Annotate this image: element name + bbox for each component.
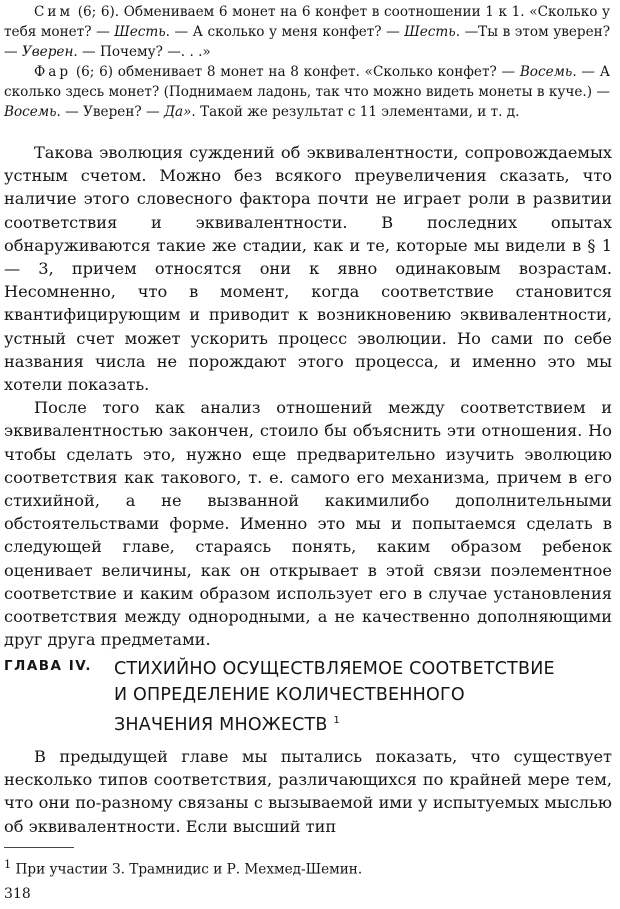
footnote-reference: 1: [333, 715, 340, 726]
chapter-title-line: СТИХИЙНО ОСУЩЕСТВЛЯЕМОЕ СООТВЕТСТВИЕ: [114, 659, 555, 679]
chapter-title-line: [114, 708, 555, 738]
page-number: 318: [4, 886, 31, 902]
footnote-mark: 1: [4, 857, 12, 871]
body-paragraph-2: После того как анализ отношений между соответствием и эквивалентностью закончен, стоило бы объяснить эти отношения. Но чтобы сделать это, нужно еще предварительно изучить эволюцию соответствия как такового, т. е. самого его механизма, причем в его стихийной, а не вызванной какимилибо дополнительными обстоятельствами форме. Именно это мы и попытаемся сделать в следующей главе, стараясь понять, каким образом ребенок оценивает величины, как он открывает в этой связи поэлементное соответствие и каким образом использует его в случае установления соответствия между однородными, а не качественно дополняющими друг друга предметами.: [4, 398, 612, 650]
subject-name-far: Фар: [34, 64, 72, 80]
footnote: [4, 855, 362, 879]
interview-protocol: [4, 2, 610, 122]
footnote-text: При участии З. Трамнидис и Р. Мехмед-Шемин.: [15, 861, 363, 878]
protocol-text: (6; 6). Обмениваем 6 монет на 6 конфет в соотношении 1 к 1. «Сколько у тебя монет? —: [4, 4, 611, 40]
answer-italic: Уверен: [21, 44, 74, 60]
body-paragraph-1: Такова эволюция суждений об эквивалентности, сопровождаемых устным счетом. Можно без всякого преувеличения сказать, что наличие этого словесного фактора почти не играет роли в развитии соответствия и эквивалентности. В последних опытах обнаруживаются такие же стадии, как и те, которые мы видели в § 1 — 3, причем относятся они к явно одинаковым возрастам. Несомненно, что в момент, когда соответствие становится квантифицирующим и приводит к возникновению эквивалентности, устный счет может ускорить процесс эволюции. Но сами по себе названия числа не порождают этого процесса, и именно это мы хотели показать.: [4, 143, 612, 395]
protocol-text: . — А сколько у меня конфет? —: [165, 24, 405, 40]
chapter-text: [4, 745, 612, 838]
answer-italic: Да»: [163, 104, 192, 120]
protocol-text: . — Уверен? —: [56, 104, 164, 120]
footnote-divider: [4, 847, 74, 848]
protocol-entry-sim: [4, 2, 610, 62]
main-text: [4, 141, 612, 651]
answer-italic: Восемь: [519, 64, 573, 80]
chapter-title-line: И ОПРЕДЕЛЕНИЕ КОЛИЧЕСТВЕННОГО: [114, 685, 465, 705]
chapter-label: ГЛАВА IV.: [4, 658, 93, 674]
answer-italic: Восемь: [4, 104, 57, 120]
protocol-text: . —Ты в этом уверен? —: [4, 24, 610, 60]
chapter-title-text: ЗНАЧЕНИЯ МНОЖЕСТВ: [114, 714, 328, 735]
chapter-paragraph-1: В предыдущей главе мы пытались показать, что существует несколько типов соответствия, различающихся по крайней мере тем, что они по-разному связаны с вызываемой ими у испытуемых мыслью об эквивалентности. Если высший тип: [4, 747, 612, 836]
chapter-title: [114, 656, 555, 738]
protocol-text: (6; 6) обменивает 8 монет на 8 конфет. «Сколько конфет? —: [75, 64, 520, 80]
subject-name-sim: Сим: [34, 4, 74, 20]
protocol-entry-far: [4, 62, 610, 122]
protocol-text: . Такой же результат с 11 элементами, и т. д.: [191, 104, 520, 120]
protocol-text: . — Почему? —. . .»: [73, 44, 211, 60]
answer-italic: Шесть: [114, 24, 166, 40]
answer-italic: Шесть: [404, 24, 456, 40]
protocol-text: . — А сколько здесь монет? (Поднимаем ладонь, так что можно видеть монеты в куче.) —: [4, 64, 610, 100]
